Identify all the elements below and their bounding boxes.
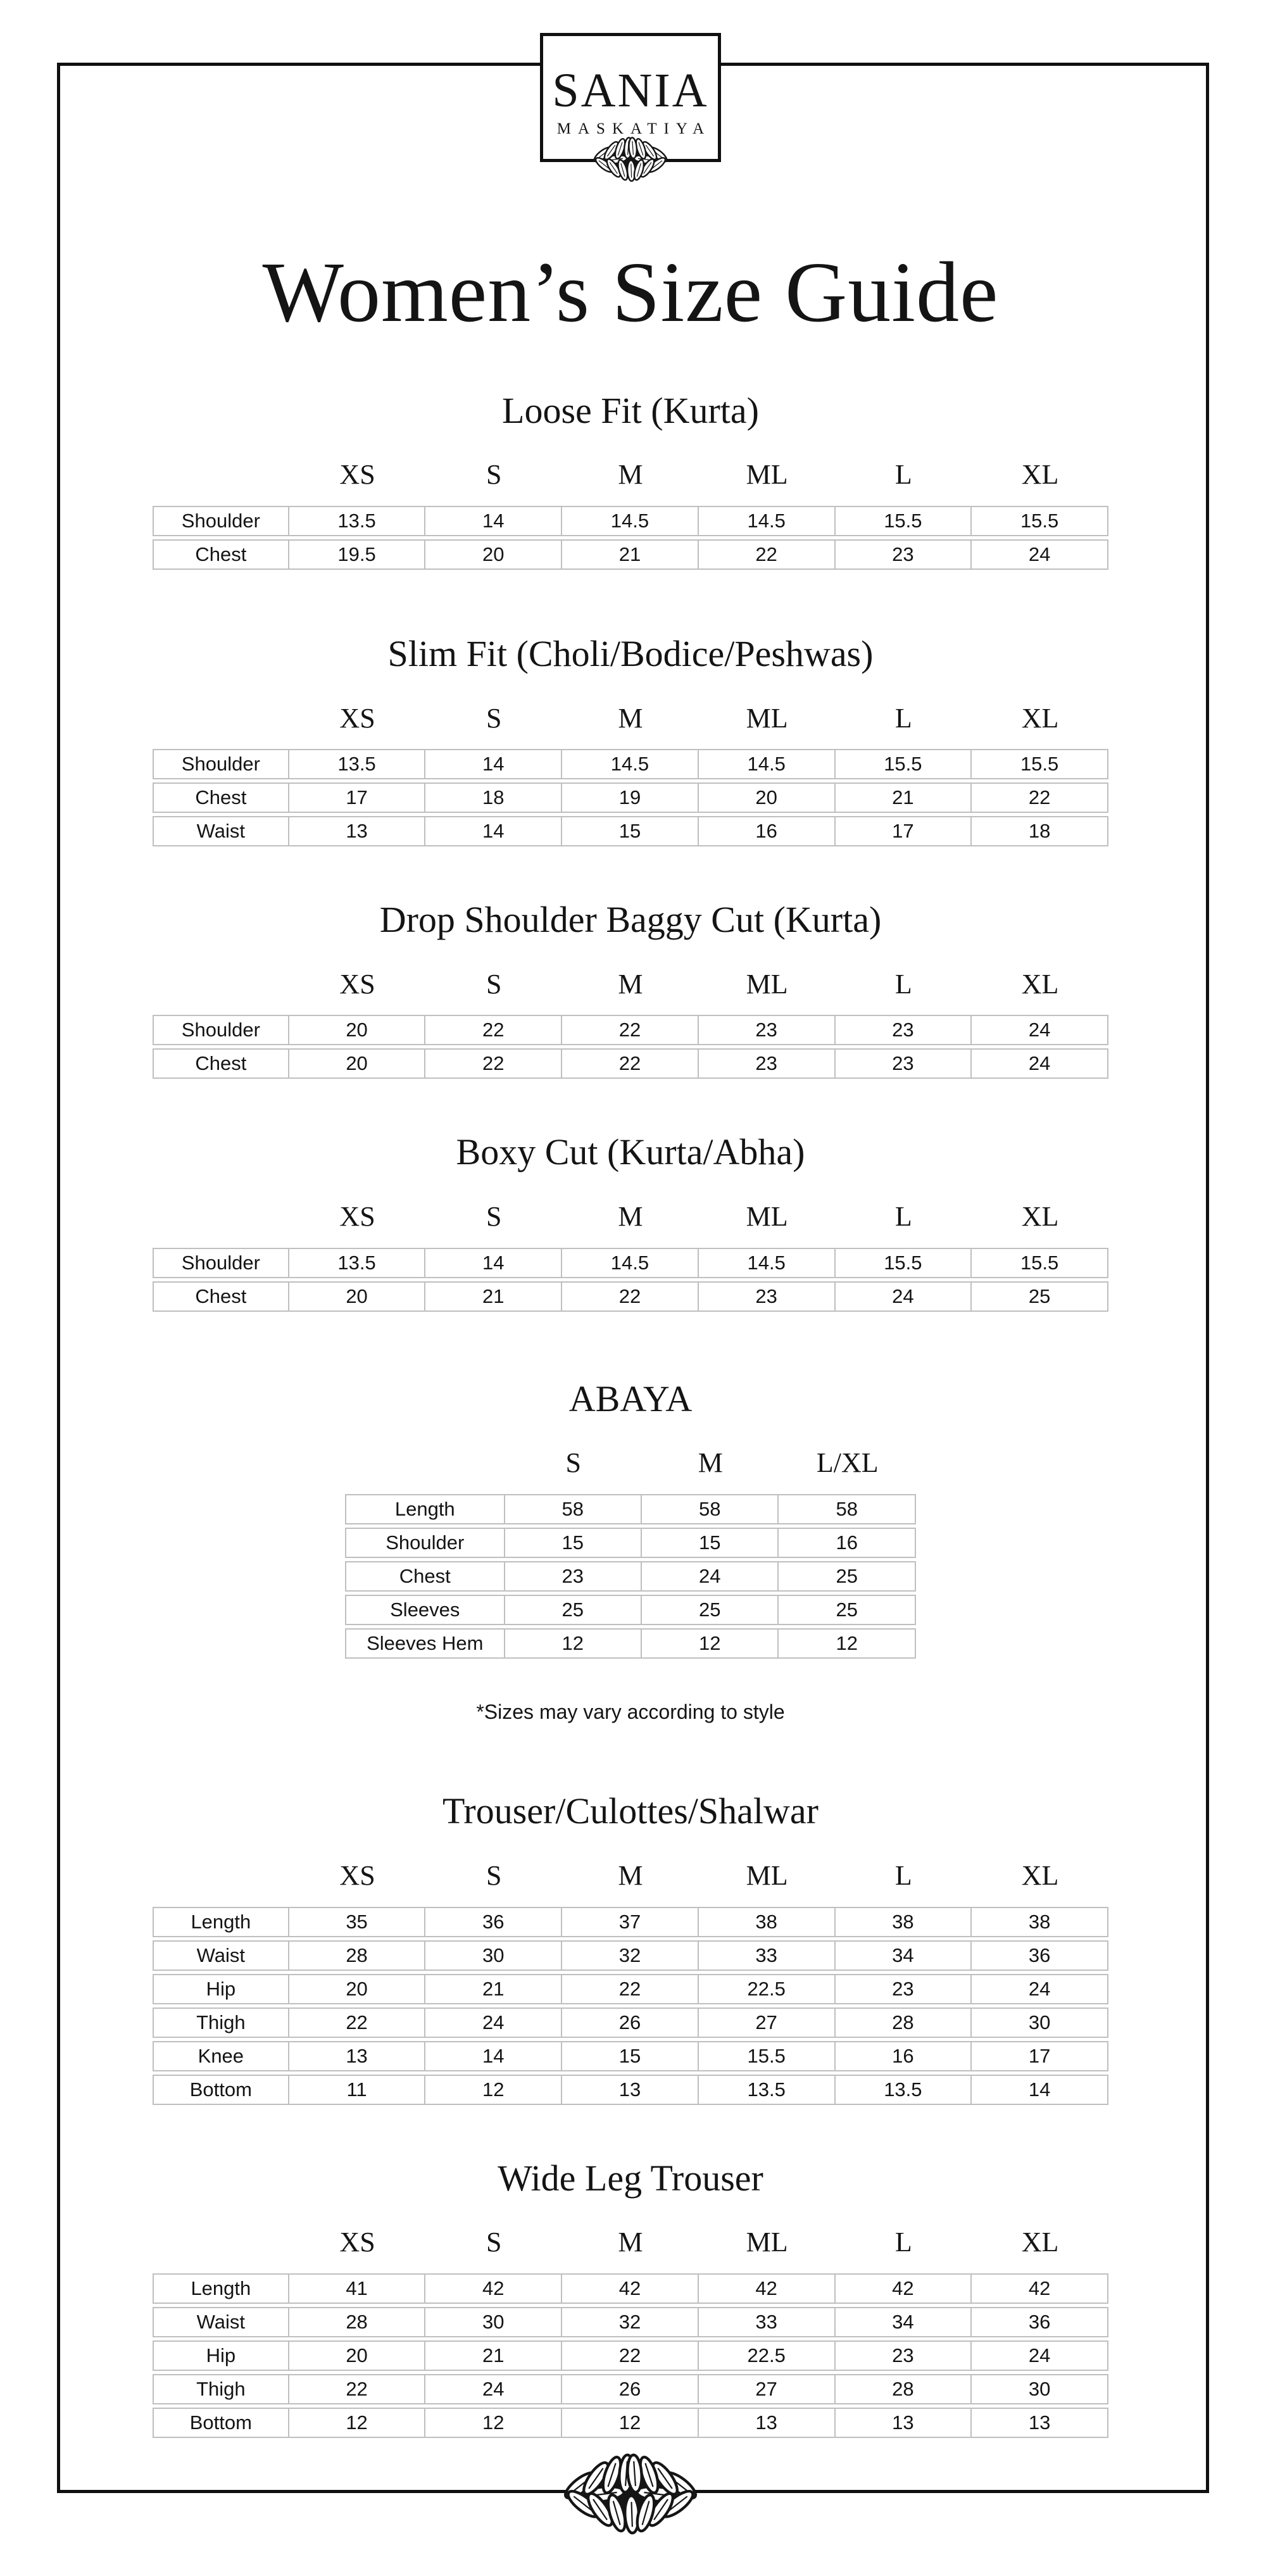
size-value: 23 <box>505 1561 642 1592</box>
size-value: 14.5 <box>699 506 836 536</box>
size-value: 25 <box>642 1595 779 1625</box>
page-title: Women’s Size Guide <box>262 245 999 340</box>
size-value: 42 <box>699 2273 836 2304</box>
size-value: 25 <box>779 1595 916 1625</box>
size-column-label: ML <box>746 1860 788 1892</box>
measurement-label: Shoulder <box>153 749 289 779</box>
size-column-label: S <box>486 459 502 491</box>
size-value: 41 <box>289 2273 426 2304</box>
size-value: 14.5 <box>562 1248 699 1278</box>
size-value: 21 <box>562 539 699 570</box>
size-column-label: L <box>894 702 912 734</box>
size-column-label: S <box>486 1201 502 1233</box>
size-value: 23 <box>836 539 972 570</box>
size-value: 25 <box>972 1281 1108 1312</box>
size-value: 20 <box>289 1974 426 2004</box>
size-column-label: S <box>486 1860 502 1892</box>
measurement-label: Shoulder <box>345 1528 505 1558</box>
section-heading-abaya: ABAYA <box>568 1378 693 1419</box>
size-value: 32 <box>562 2307 699 2337</box>
size-value: 14.5 <box>699 1248 836 1278</box>
size-value: 20 <box>289 1048 426 1079</box>
size-column-label: XS <box>339 459 375 491</box>
size-value: 58 <box>642 1494 779 1524</box>
size-value: 22 <box>289 2374 426 2404</box>
size-column-label: L <box>894 1860 912 1892</box>
size-column-label: S <box>486 2227 502 2258</box>
measurement-label: Chest <box>153 1281 289 1312</box>
size-value: 30 <box>425 1940 562 1971</box>
size-column-label: L <box>894 459 912 491</box>
size-value: 18 <box>425 782 562 813</box>
size-value: 13.5 <box>836 2075 972 2105</box>
size-value: 20 <box>289 2340 426 2371</box>
size-value: 15 <box>562 816 699 846</box>
size-column-label: S <box>565 1447 582 1479</box>
size-value: 12 <box>562 2408 699 2438</box>
size-column-label: XL <box>1021 1201 1059 1233</box>
size-value: 14 <box>425 816 562 846</box>
measurement-label: Sleeves Hem <box>345 1628 505 1659</box>
size-value: 14.5 <box>562 506 699 536</box>
size-value: 13 <box>562 2075 699 2105</box>
size-value: 28 <box>289 1940 426 1971</box>
size-value: 20 <box>289 1015 426 1045</box>
size-value: 26 <box>562 2374 699 2404</box>
section-heading-drop-shoulder: Drop Shoulder Baggy Cut (Kurta) <box>379 899 882 941</box>
size-value: 22 <box>289 2007 426 2038</box>
size-value: 22.5 <box>699 1974 836 2004</box>
page-border-frame <box>57 63 1209 2493</box>
size-value: 14 <box>972 2075 1108 2105</box>
size-value: 25 <box>505 1595 642 1625</box>
size-column-label: L/XL <box>816 1447 879 1479</box>
size-value: 15.5 <box>836 506 972 536</box>
size-value: 18 <box>972 816 1108 846</box>
size-value: 14.5 <box>562 749 699 779</box>
measurement-label: Length <box>153 2273 289 2304</box>
size-column-label: XL <box>1021 459 1059 491</box>
size-value: 24 <box>425 2374 562 2404</box>
size-value: 28 <box>289 2307 426 2337</box>
measurement-label: Knee <box>153 2041 289 2071</box>
size-value: 42 <box>972 2273 1108 2304</box>
size-column-label: L <box>894 2227 912 2258</box>
size-value: 21 <box>425 2340 562 2371</box>
size-column-label: XL <box>1021 2227 1059 2258</box>
size-column-label: M <box>698 1447 723 1479</box>
size-value: 30 <box>425 2307 562 2337</box>
measurement-label: Length <box>345 1494 505 1524</box>
size-value: 23 <box>836 1974 972 2004</box>
size-value: 22 <box>562 1048 699 1079</box>
size-column-label: ML <box>746 968 788 1000</box>
size-value: 24 <box>972 1048 1108 1079</box>
size-value: 28 <box>836 2007 972 2038</box>
size-value: 13.5 <box>289 749 426 779</box>
size-column-label: M <box>618 968 643 1000</box>
size-value: 58 <box>779 1494 916 1524</box>
size-value: 15.5 <box>836 1248 972 1278</box>
size-value: 17 <box>836 816 972 846</box>
size-value: 19 <box>562 782 699 813</box>
measurement-label: Shoulder <box>153 506 289 536</box>
size-value: 36 <box>425 1907 562 1937</box>
size-value: 23 <box>699 1281 836 1312</box>
size-value: 22 <box>425 1015 562 1045</box>
size-value: 15.5 <box>699 2041 836 2071</box>
size-value: 23 <box>836 1048 972 1079</box>
size-value: 13 <box>836 2408 972 2438</box>
laurel-ornament-icon <box>548 2459 713 2530</box>
size-value: 24 <box>836 1281 972 1312</box>
size-value: 25 <box>779 1561 916 1592</box>
measurement-label: Chest <box>153 539 289 570</box>
size-column-label: M <box>618 1860 643 1892</box>
size-value: 12 <box>425 2075 562 2105</box>
size-value: 12 <box>505 1628 642 1659</box>
measurement-label: Waist <box>153 2307 289 2337</box>
size-value: 17 <box>289 782 426 813</box>
size-value: 24 <box>972 1015 1108 1045</box>
size-value: 34 <box>836 1940 972 1971</box>
size-value: 12 <box>779 1628 916 1659</box>
brand-name: SANIA <box>552 64 709 117</box>
size-value: 23 <box>699 1048 836 1079</box>
size-value: 26 <box>562 2007 699 2038</box>
size-value: 21 <box>425 1974 562 2004</box>
size-column-label: XS <box>339 702 375 734</box>
size-value: 14.5 <box>699 749 836 779</box>
size-value: 22 <box>425 1048 562 1079</box>
size-value: 42 <box>836 2273 972 2304</box>
size-value: 22 <box>972 782 1108 813</box>
size-value: 15.5 <box>836 749 972 779</box>
size-value: 16 <box>836 2041 972 2071</box>
brand-logo <box>540 33 721 162</box>
size-column-label: M <box>618 2227 643 2258</box>
size-value: 27 <box>699 2374 836 2404</box>
size-column-label: L <box>894 1201 912 1233</box>
size-value: 13 <box>699 2408 836 2438</box>
size-value: 16 <box>699 816 836 846</box>
measurement-label: Sleeves <box>345 1595 505 1625</box>
size-value: 20 <box>289 1281 426 1312</box>
sizes-note: *Sizes may vary according to style <box>476 1700 785 1723</box>
size-value: 14 <box>425 749 562 779</box>
size-value: 22 <box>562 1281 699 1312</box>
size-value: 20 <box>699 782 836 813</box>
measurement-label: Thigh <box>153 2007 289 2038</box>
size-value: 23 <box>836 1015 972 1045</box>
size-value: 36 <box>972 2307 1108 2337</box>
size-value: 42 <box>425 2273 562 2304</box>
size-column-label: XS <box>339 968 375 1000</box>
size-value: 22 <box>699 539 836 570</box>
size-value: 27 <box>699 2007 836 2038</box>
size-value: 19.5 <box>289 539 426 570</box>
measurement-label: Waist <box>153 816 289 846</box>
size-value: 33 <box>699 2307 836 2337</box>
size-value: 23 <box>836 2340 972 2371</box>
size-value: 33 <box>699 1940 836 1971</box>
measurement-label: Chest <box>153 1048 289 1079</box>
size-value: 35 <box>289 1907 426 1937</box>
size-column-label: M <box>618 459 643 491</box>
size-value: 28 <box>836 2374 972 2404</box>
size-value: 15 <box>562 2041 699 2071</box>
size-value: 24 <box>425 2007 562 2038</box>
size-value: 13 <box>289 816 426 846</box>
size-value: 22.5 <box>699 2340 836 2371</box>
size-value: 12 <box>289 2408 426 2438</box>
size-value: 15.5 <box>972 1248 1108 1278</box>
size-value: 58 <box>505 1494 642 1524</box>
size-column-label: S <box>486 702 502 734</box>
size-value: 22 <box>562 2340 699 2371</box>
brand-subname: MASKATIYA <box>556 120 712 137</box>
measurement-label: Chest <box>153 782 289 813</box>
measurement-label: Waist <box>153 1940 289 1971</box>
size-column-label: M <box>618 702 643 734</box>
size-value: 24 <box>972 539 1108 570</box>
size-value: 13 <box>289 2041 426 2071</box>
size-value: 17 <box>972 2041 1108 2071</box>
size-value: 22 <box>562 1015 699 1045</box>
size-value: 20 <box>425 539 562 570</box>
size-value: 13 <box>972 2408 1108 2438</box>
section-heading-boxy-cut: Boxy Cut (Kurta/Abha) <box>456 1131 805 1173</box>
size-value: 32 <box>562 1940 699 1971</box>
size-value: 23 <box>699 1015 836 1045</box>
size-column-label: ML <box>746 2227 788 2258</box>
size-column-label: ML <box>746 702 788 734</box>
size-value: 12 <box>425 2408 562 2438</box>
size-value: 21 <box>836 782 972 813</box>
size-value: 13.5 <box>289 506 426 536</box>
size-column-label: XS <box>339 2227 375 2258</box>
size-value: 14 <box>425 1248 562 1278</box>
measurement-label: Hip <box>153 2340 289 2371</box>
section-heading-slim-fit: Slim Fit (Choli/Bodice/Peshwas) <box>387 632 874 674</box>
measurement-label: Hip <box>153 1974 289 2004</box>
size-column-label: XL <box>1021 1860 1059 1892</box>
size-column-label: L <box>894 968 912 1000</box>
size-value: 24 <box>972 1974 1108 2004</box>
size-value: 42 <box>562 2273 699 2304</box>
size-column-label: XL <box>1021 702 1059 734</box>
size-column-label: M <box>618 1201 643 1233</box>
size-value: 30 <box>972 2374 1108 2404</box>
size-value: 16 <box>779 1528 916 1558</box>
size-column-label: XS <box>339 1860 375 1892</box>
size-value: 14 <box>425 506 562 536</box>
size-column-label: XL <box>1021 968 1059 1000</box>
size-value: 15 <box>642 1528 779 1558</box>
size-value: 22 <box>562 1974 699 2004</box>
size-value: 15.5 <box>972 749 1108 779</box>
section-heading-loose-fit: Loose Fit (Kurta) <box>502 389 759 431</box>
size-value: 30 <box>972 2007 1108 2038</box>
size-value: 38 <box>972 1907 1108 1937</box>
size-value: 13.5 <box>699 2075 836 2105</box>
size-value: 38 <box>699 1907 836 1937</box>
size-value: 15.5 <box>972 506 1108 536</box>
measurement-label: Thigh <box>153 2374 289 2404</box>
size-value: 11 <box>289 2075 426 2105</box>
size-value: 37 <box>562 1907 699 1937</box>
laurel-ornament-icon <box>584 140 677 179</box>
size-value: 13.5 <box>289 1248 426 1278</box>
size-column-label: XS <box>339 1201 375 1233</box>
size-column-label: ML <box>746 1201 788 1233</box>
size-value: 24 <box>642 1561 779 1592</box>
size-value: 12 <box>642 1628 779 1659</box>
size-column-label: ML <box>746 459 788 491</box>
measurement-label: Shoulder <box>153 1015 289 1045</box>
section-heading-trouser: Trouser/Culottes/Shalwar <box>442 1790 819 1832</box>
size-value: 15 <box>505 1528 642 1558</box>
size-value: 38 <box>836 1907 972 1937</box>
measurement-label: Chest <box>345 1561 505 1592</box>
measurement-label: Bottom <box>153 2075 289 2105</box>
measurement-label: Bottom <box>153 2408 289 2438</box>
size-value: 34 <box>836 2307 972 2337</box>
size-value: 14 <box>425 2041 562 2071</box>
measurement-label: Shoulder <box>153 1248 289 1278</box>
size-value: 24 <box>972 2340 1108 2371</box>
size-column-label: S <box>486 968 502 1000</box>
measurement-label: Length <box>153 1907 289 1937</box>
size-value: 36 <box>972 1940 1108 1971</box>
section-heading-wide-leg-trouser: Wide Leg Trouser <box>498 2157 763 2199</box>
size-value: 21 <box>425 1281 562 1312</box>
